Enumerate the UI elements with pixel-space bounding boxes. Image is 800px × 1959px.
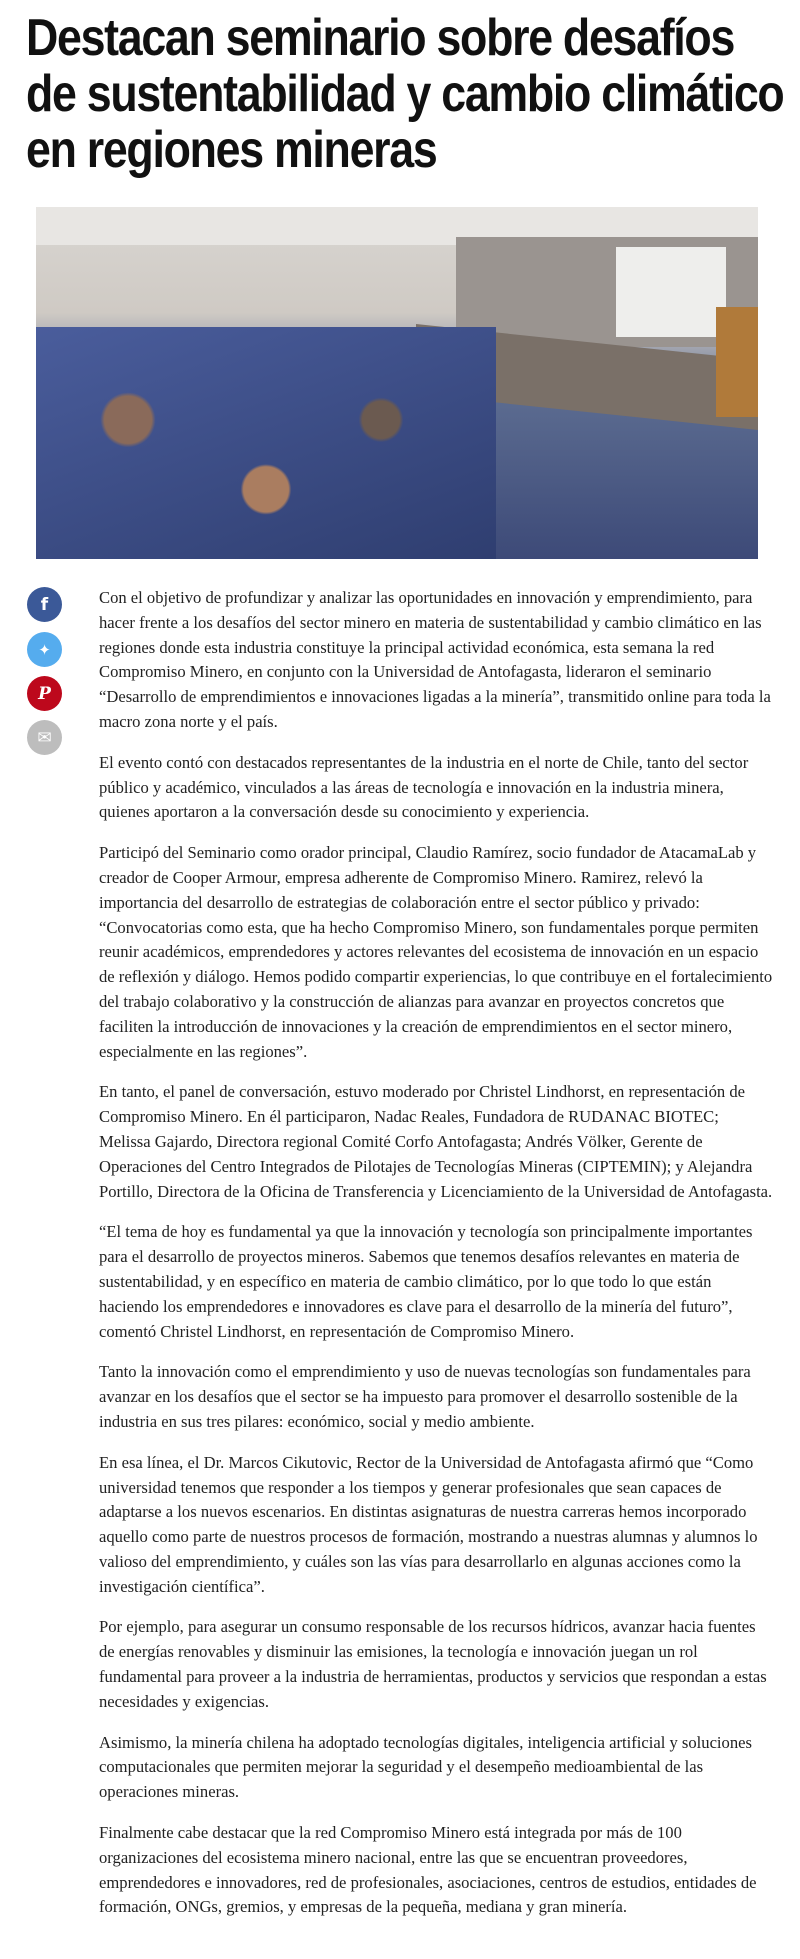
photo-audience: [36, 327, 496, 559]
paragraph: Por ejemplo, para asegurar un consumo responsable de los recursos hídricos, avanzar hacia fuentes de energías renovables y disminuir las emisiones, la tecnología e innovación juegan un rol fundamental para proveer a la industria de herramientas, productos y servicios que respondan a estas necesidades y exigencias.: [99, 1617, 767, 1711]
email-icon: ✉: [37, 727, 52, 748]
twitter-icon: ✦: [38, 640, 51, 659]
paragraph: Tanto la innovación como el emprendimiento y uso de nuevas tecnologías son fundamentales para avanzar en los desafíos que el sector se ha impuesto para promover el desarrollo sostenible de la industria en sus tres pilares: económico, social y medio ambiente.: [99, 1362, 751, 1431]
pinterest-icon: P: [38, 683, 51, 704]
facebook-icon: f: [40, 594, 49, 615]
photo-screen: [616, 247, 726, 337]
paragraph: “El tema de hoy es fundamental ya que la innovación y tecnología son principalmente importantes para el desarrollo de proyectos mineros. Sabemos que tenemos desafíos relevantes en materia de sustentabilidad, y en específico en materia de cambio climático, por lo que todo lo que están haciendo los emprendedores e innovadores es clave para el desarrollo de la minería del futuro”, comentó Christel Lindhorst, en representación de Compromiso Minero.: [99, 1222, 753, 1341]
share-facebook-button[interactable]: [27, 587, 62, 622]
paragraph: Finalmente cabe destacar que la red Compromiso Minero está integrada por más de 100 organizaciones del ecosistema minero nacional, entre las que se encuentran proveedores, emprendedores e innovadores, red de profesionales, asociaciones, centros de estudios, entidades de formación, ONGs, gremios, y empresas de la pequeña, mediana y gran minería.: [99, 1823, 757, 1917]
paragraph: El evento contó con destacados representantes de la industria en el norte de Chile, tanto del sector público y académico, vinculados a las áreas de tecnología e innovación en la industria minera, quienes aportaron a la conversación desde su conocimiento y experiencia.: [99, 752, 749, 822]
share-pinterest-button[interactable]: [27, 676, 62, 711]
paragraph: Participó del Seminario como orador principal, Claudio Ramírez, socio fundador de AtacamaLab y creador de Cooper Armour, empresa adherente de Compromiso Minero. Ramirez, relevó la importancia del desarrollo de estrategias de colaboración entre el sector público y privado: “Convocatorias como esta, que ha hecho Compromiso Minero, son fundamentales porque permiten reunir académicos, emprendedores y actores relevantes del ecosistema de innovación en un espacio de reflexión y diálogo. Hemos podido compartir experiencias, lo que contribuye en el fortalecimiento del trabajo colaborativo y la construcción de alianzas para avanzar en proyectos concretos que faciliten la introducción de innovaciones y la creación de emprendimientos en el sector minero, especialmente en las regiones”.: [99, 843, 773, 1061]
paragraph: Con el objetivo de profundizar y analizar las oportunidades en innovación y emprendimiento, para hacer frente a los desafíos del sector minero en materia de sustentabilidad y cambio climático en las regiones donde esta industria constituye la principal actividad económica, esta semana la red Compromiso Minero, en conjunto con la Universidad de Antofagasta, lideraron el seminario “Desarrollo de emprendimientos e innovaciones ligadas a la minería”, transmitido online para toda la macro zona norte y el país.: [99, 588, 771, 731]
article-body: [99, 586, 774, 1936]
share-email-button[interactable]: [27, 720, 62, 755]
share-twitter-button[interactable]: [27, 632, 62, 667]
article-photo-seminar: [36, 207, 758, 559]
paragraph: En tanto, el panel de conversación, estuvo moderado por Christel Lindhorst, en representación de Compromiso Minero. En él participaron, Nadac Reales, Fundadora de RUDANAC BIOTEC; Melissa Gajardo, Directora regional Comité Corfo Antofagasta; Andrés Völker, Gerente de Operaciones del Centro Integrados de Pilotajes de Tecnologías Mineras (CIPTEMIN); y Alejandra Portillo, Directora de la Oficina de Transferencia y Licenciamiento de la Universidad de Antofagasta.: [99, 1082, 773, 1201]
photo-podium: [716, 307, 758, 417]
paragraph: En esa línea, el Dr. Marcos Cikutovic, Rector de la Universidad de Antofagasta afirmó que “Como universidad tenemos que responder a los tiempos y generar profesionales que sean capaces de adaptarse a los nuevos escenarios. En distintas asignaturas de nuestra carreras hemos incorporado aquello como parte de nuestros procesos de formación, mostrando a nuestras alumnas y alumnos lo valioso del emprendimiento, y cuáles son las vías para desarrollarlo en algunas acciones como la investigación científica”.: [99, 1452, 758, 1596]
article-title: Destacan seminario sobre desafíos de sustentabilidad y cambio climático en regiones mineras: [26, 9, 784, 179]
paragraph: Asimismo, la minería chilena ha adoptado tecnologías digitales, inteligencia artificial y soluciones computacionales que permiten mejorar la seguridad y el desempeño medioambiental de las operaciones mineras.: [99, 1732, 752, 1802]
